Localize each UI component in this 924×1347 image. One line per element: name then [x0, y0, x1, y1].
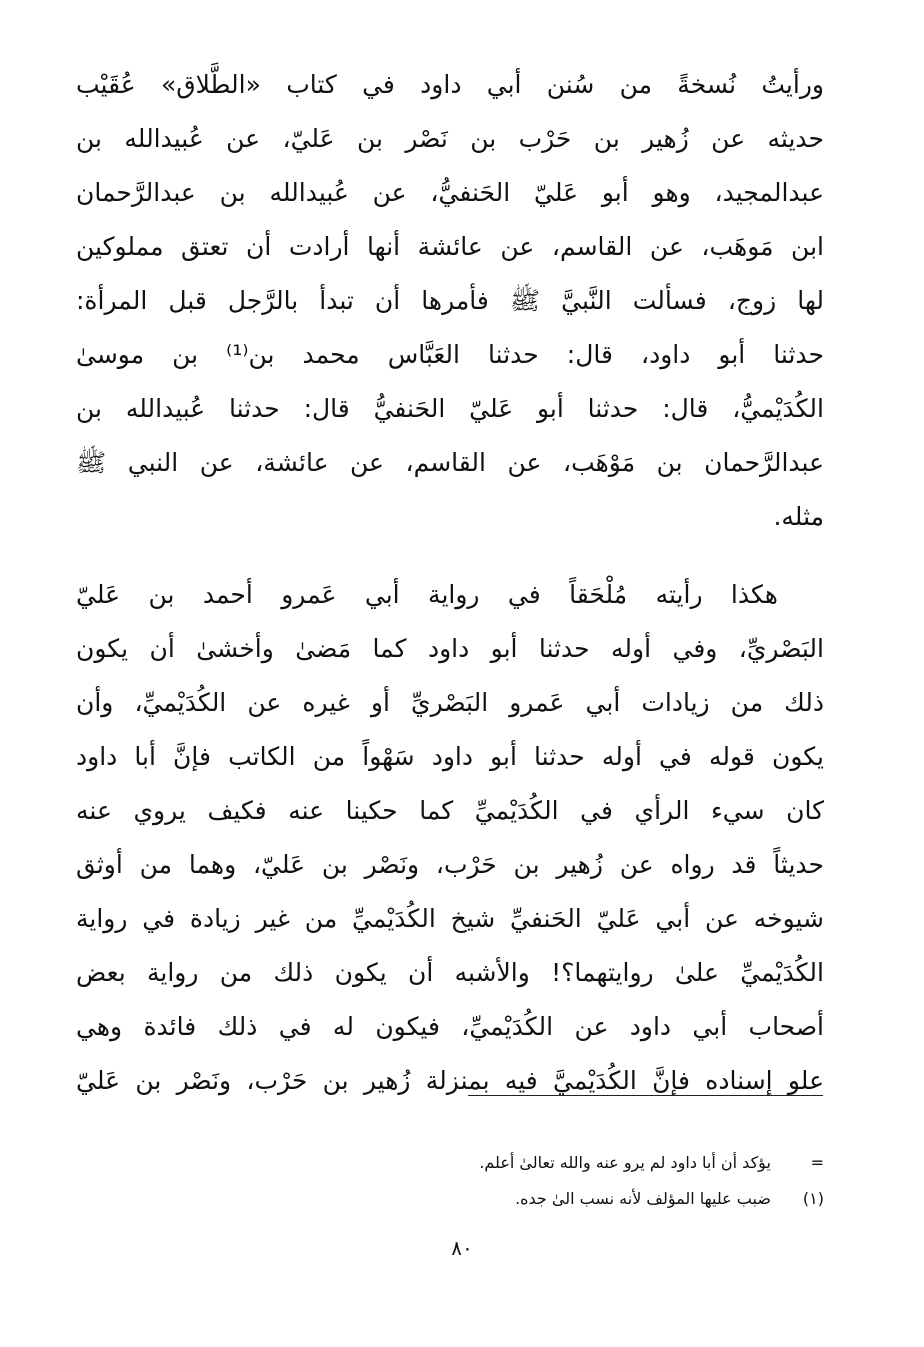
text-line: عبدالرَّحمان بن مَوْهَب، عن القاسم، عن عائشة، عن النبي ﷺ [76, 448, 824, 477]
text-line: علو إسناده فإنَّ الكُدَيْميَّ فيه بمنزلة زُهير بن حَرْب، ونَصْر بن عَليّ [76, 1066, 824, 1095]
text-line: حدثنا أبو داود، قال: حدثنا العَبَّاس محمد بن⁽¹⁾ بن موسىٰ [76, 340, 824, 369]
footnote-text: يؤكد أن أبا داود لم يرو عنه والله تعالىٰ أعلم. [479, 1153, 771, 1172]
page-number: ٨٠ [451, 1236, 473, 1260]
footnote-marker: = [810, 1153, 824, 1172]
text-line: الكُدَيْميِّ علىٰ روايتهما؟! والأشبه أن يكون ذلك من رواية بعض [76, 958, 824, 987]
text-line: البَصْريِّ، وفي أوله حدثنا أبو داود كما مَضىٰ وأخشىٰ أن يكون [76, 634, 824, 663]
text-line: الكُدَيْميُّ، قال: حدثنا أبو عَليّ الحَنفيُّ قال: حدثنا عُبيدالله بن [76, 394, 824, 423]
text-line: لها زوج، فسألت النَّبيَّ ﷺ فأمرها أن تبدأ بالرَّجل قبل المرأة: [76, 286, 824, 315]
text-line: ورأيتُ نُسخةً من سُنن أبي داود في كتاب «الطَّلاق» عُقَيْب [76, 70, 824, 99]
footnote-1 [200, 1184, 824, 1214]
footnote-divider [468, 1095, 823, 1096]
text-line: حديثاً قد رواه عن زُهير بن حَرْب، ونَصْر بن عَليّ، وهما من أوثق [76, 850, 824, 879]
text-line: عبدالمجيد، وهو أبو عَليّ الحَنفيُّ، عن عُبيدالله بن عبدالرَّحمان [76, 178, 824, 207]
footnote-marker: (١) [802, 1189, 824, 1208]
footnote-continuation [200, 1148, 824, 1178]
text-line: ذلك من زيادات أبي عَمرو البَصْريِّ أو غيره عن الكُدَيْميِّ، وأن [76, 688, 824, 717]
text-line: ابن مَوهَب، عن القاسم، عن عائشة أنها أرادت أن تعتق مملوكين [76, 232, 824, 261]
text-line: شيوخه عن أبي عَليّ الحَنفيِّ شيخ الكُدَيْميِّ من غير زيادة في رواية [76, 904, 824, 933]
text-line: يكون قوله في أوله حدثنا أبو داود سَهْواً من الكاتب فإنَّ أبا داود [76, 742, 824, 771]
text-line: مثله. [773, 502, 824, 531]
text-line: هكذا رأيته مُلْحَقاً في رواية أبي عَمرو أحمد بن عَليّ [76, 580, 778, 609]
text-line: حديثه عن زُهير بن حَرْب بن نَصْر بن عَليّ، عن عُبيدالله بن [76, 124, 824, 153]
text-line: أصحاب أبي داود عن الكُدَيْميِّ، فيكون له في ذلك فائدة وهي [76, 1012, 824, 1041]
footnote-text: ضبب عليها المؤلف لأنه نسب الىٰ جده. [515, 1189, 771, 1208]
text-line: كان سيء الرأي في الكُدَيْميِّ كما حكينا عنه فكيف يروي عنه [76, 796, 824, 825]
